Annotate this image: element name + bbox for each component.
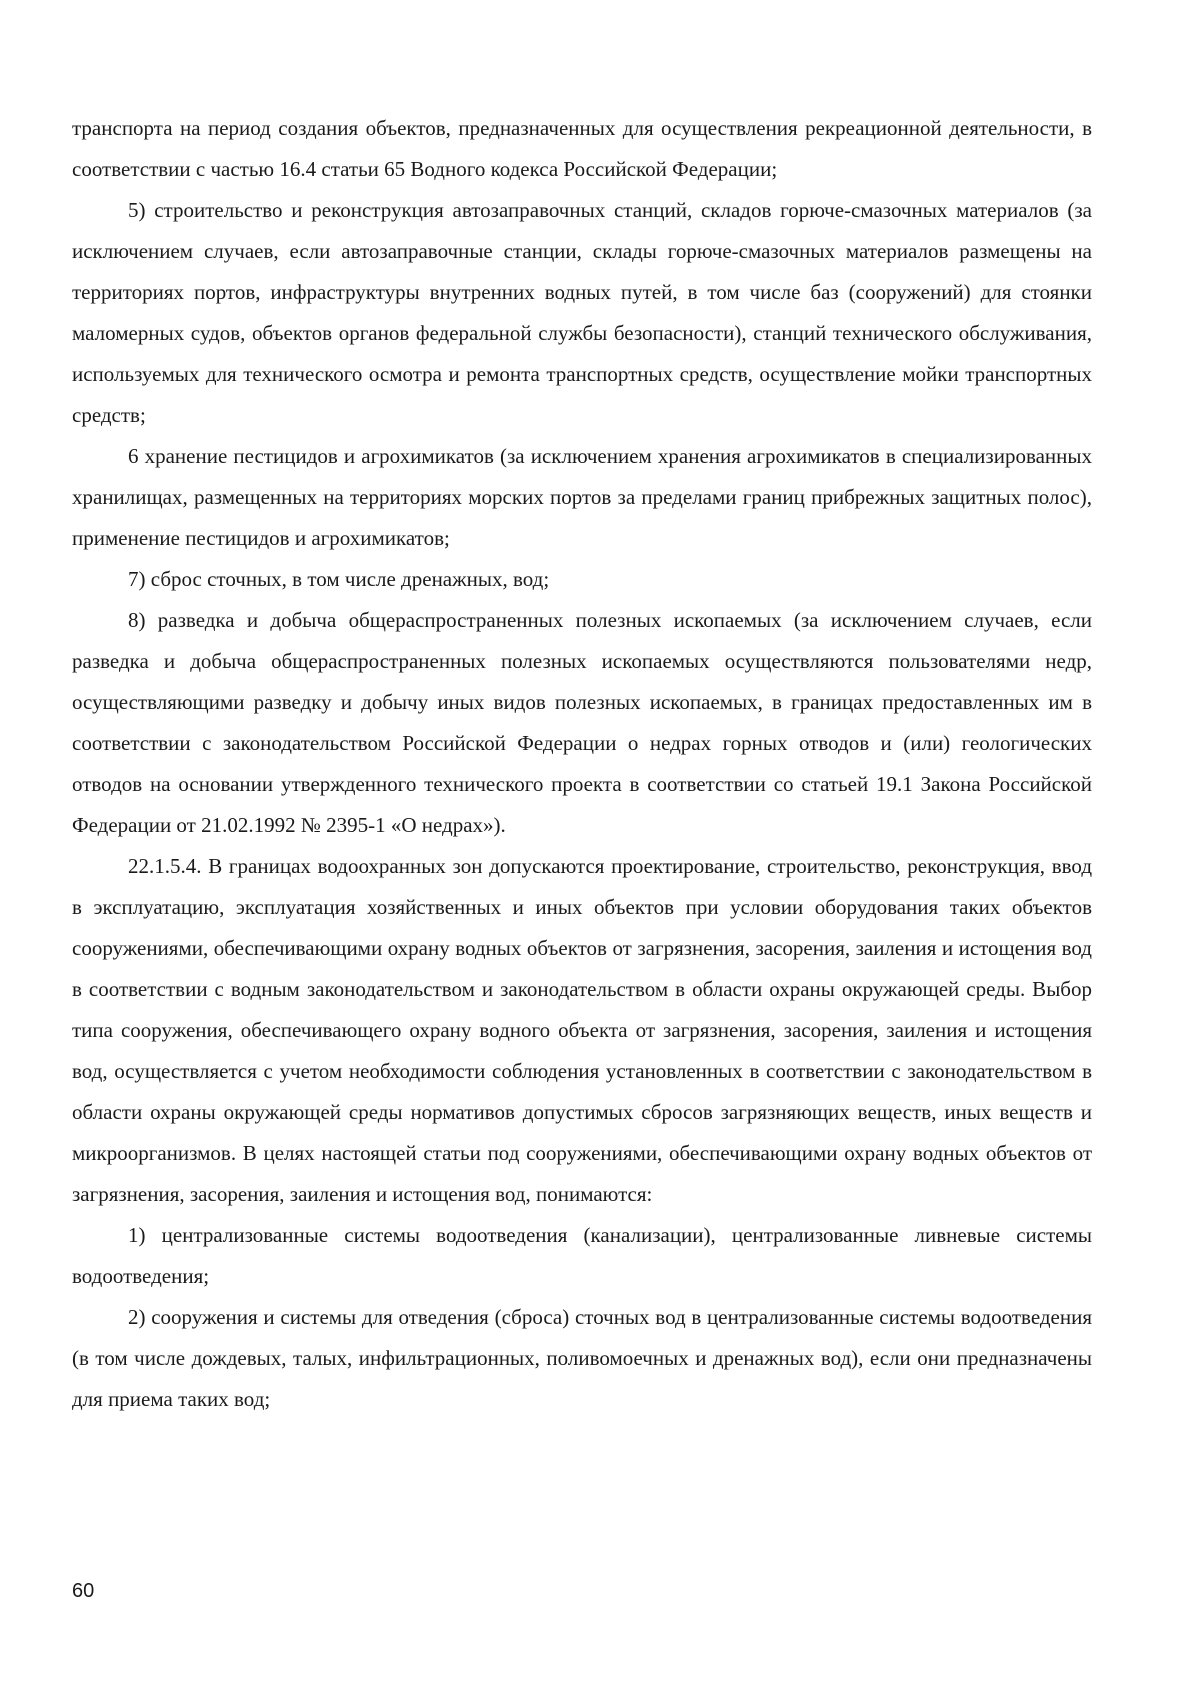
- paragraph-subitem-1: 1) централизованные системы водоотведения (канализации), централизованные ливневые системы водоотведения;: [72, 1223, 1092, 1288]
- paragraph-item-6: 6 хранение пестицидов и агрохимикатов (за исключением хранения агрохимикатов в специализированных хранилищах, размещенных на территориях морских портов за пределами границ прибрежных защитных полос), применение пестицидов и агрохимикатов;: [72, 444, 1092, 550]
- paragraph-transport-continuation: транспорта на период создания объектов, предназначенных для осуществления рекреационной деятельности, в соответствии с частью 16.4 статьи 65 Водного кодекса Российской Федерации;: [72, 116, 1092, 181]
- paragraph-item-8: 8) разведка и добыча общераспространенных полезных ископаемых (за исключением случаев, если разведка и добыча общераспространенных полезных ископаемых осуществляются пользователями недр, осуществляющими разведку и добычу иных видов полезных ископаемых, в границах предоставленных им в соответствии с законодательством Российской Федерации о недрах горных отводов и (или) геологических отводов на основании утвержденного технического проекта в соответствии со статьей 19.1 Закона Российской Федерации от 21.02.1992 № 2395-1 «О недрах»).: [72, 608, 1092, 837]
- paragraph-subitem-2: 2) сооружения и системы для отведения (сброса) сточных вод в централизованные системы водоотведения (в том числе дождевых, талых, инфильтрационных, поливомоечных и дренажных вод), если они предназначены для приема таких вод;: [72, 1305, 1092, 1411]
- paragraph-section-22-1-5-4: 22.1.5.4. В границах водоохранных зон допускаются проектирование, строительство, реконструкция, ввод в эксплуатацию, эксплуатация хозяйственных и иных объектов при условии оборудования таких объектов сооружениями, обеспечивающими охрану водных объектов от загрязнения, засорения, заиления и истощения вод в соответствии с водным законодательством и законодательством в области охраны окружающей среды. Выбор типа сооружения, обеспечивающего охрану водного объекта от загрязнения, засорения, заиления и истощения вод, осуществляется с учетом необходимости соблюдения установленных в соответствии с законодательством в области охраны окружающей среды нормативов допустимых сбросов загрязняющих веществ, иных веществ и микроорганизмов. В целях настоящей статьи под сооружениями, обеспечивающими охрану водных объектов от загрязнения, засорения, заиления и истощения вод, понимаются:: [72, 854, 1092, 1206]
- document-body: [72, 108, 1092, 1420]
- paragraph-item-7: 7) сброс сточных, в том числе дренажных, вод;: [128, 567, 550, 591]
- page-number: 60: [72, 1580, 95, 1602]
- paragraph-item-5: 5) строительство и реконструкция автозаправочных станций, складов горюче-смазочных материалов (за исключением случаев, если автозаправочные станции, склады горюче-смазочных материалов размещены на территориях портов, инфраструктуры внутренних водных путей, в том числе баз (сооружений) для стоянки маломерных судов, объектов органов федеральной службы безопасности), станций технического обслуживания, используемых для технического осмотра и ремонта транспортных средств, осуществление мойки транспортных средств;: [72, 198, 1092, 427]
